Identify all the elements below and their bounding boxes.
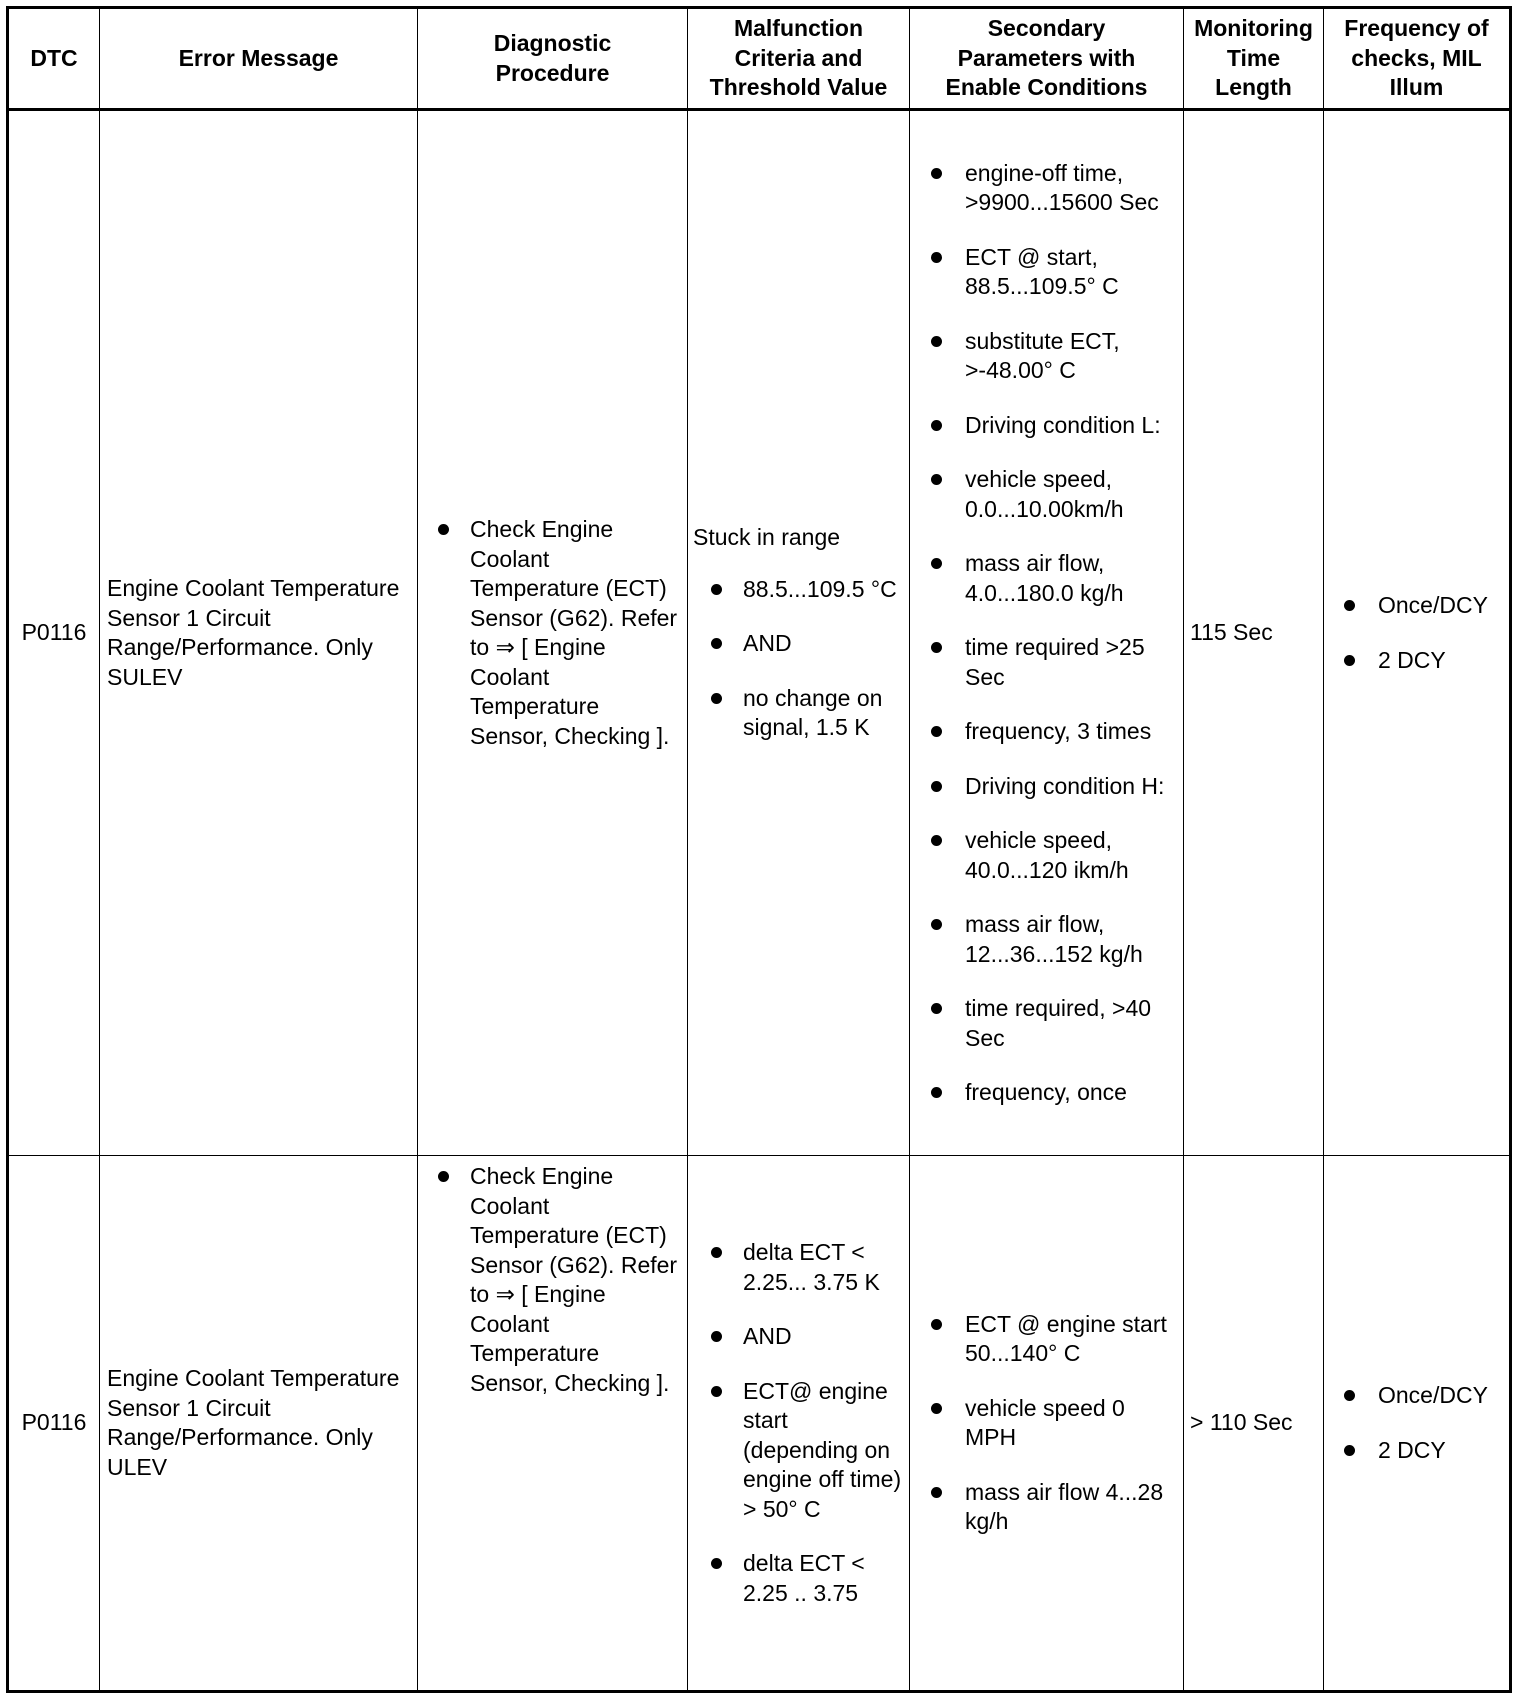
header-secondary-parameters: Secondary Parameters with Enable Conditions: [910, 8, 1184, 110]
criteria-item: delta ECT < 2.25 .. 3.75: [711, 1549, 905, 1608]
secondary-item: vehicle speed, 0.0...10.00km/h: [931, 465, 1179, 524]
monitoring-time: > 110 Sec: [1184, 1156, 1324, 1692]
criteria-item: AND: [711, 629, 905, 659]
secondary-item: frequency, once: [931, 1078, 1179, 1108]
frequency: [1324, 110, 1511, 1156]
criteria-lead: Stuck in range: [693, 524, 841, 551]
diagnostic-procedure: [418, 1156, 688, 1692]
header-malfunction-criteria: Malfunction Criteria and Threshold Value: [688, 8, 910, 110]
secondary-item: time required, >40 Sec: [931, 994, 1179, 1053]
dtc-code: P0116: [8, 1156, 100, 1692]
criteria-item: delta ECT < 2.25... 3.75 K: [711, 1238, 905, 1297]
frequency-item: 2 DCY: [1344, 646, 1509, 676]
header-dtc: DTC: [8, 8, 100, 110]
malfunction-criteria: [688, 110, 910, 1156]
criteria-item: ECT@ engine start (depending on engine off time) > 50° C: [711, 1377, 905, 1525]
secondary-item: ECT @ engine start 50...140° C: [931, 1310, 1179, 1369]
frequency-item: 2 DCY: [1344, 1436, 1509, 1466]
secondary-item: substitute ECT, >-48.00° C: [931, 327, 1179, 386]
header-error-message: Error Message: [100, 8, 418, 110]
header-frequency: Frequency of checks, MIL Illum: [1324, 8, 1511, 110]
header-row: [8, 8, 1511, 110]
frequency-item: Once/DCY: [1344, 591, 1509, 621]
frequency-item: Once/DCY: [1344, 1381, 1509, 1411]
monitoring-time: 115 Sec: [1184, 110, 1324, 1156]
criteria-item: 88.5...109.5 °C: [711, 575, 905, 605]
procedure-item: [438, 1162, 683, 1398]
criteria-item: AND: [711, 1322, 905, 1352]
procedure-item: [438, 515, 683, 751]
secondary-parameters: [910, 110, 1184, 1156]
secondary-item: Driving condition L:: [931, 411, 1179, 441]
criteria-item: no change on signal, 1.5 K: [711, 684, 905, 743]
procedure-text: Check Engine Coolant Temperature (ECT) Sensor (G62). Refer to ⇒ [ Engine Coolant Temperature Sensor, Checking ].: [470, 516, 678, 749]
diagnostic-procedure: [418, 110, 688, 1156]
error-message: Engine Coolant Temperature Sensor 1 Circuit Range/Performance. Only SULEV: [100, 110, 418, 1156]
malfunction-criteria: [688, 1156, 910, 1692]
secondary-item: engine-off time, >9900...15600 Sec: [931, 159, 1179, 218]
secondary-item: ECT @ start, 88.5...109.5° C: [931, 243, 1179, 302]
secondary-item: mass air flow 4...28 kg/h: [931, 1478, 1179, 1537]
secondary-item: vehicle speed, 40.0...120 ikm/h: [931, 826, 1179, 885]
secondary-item: mass air flow, 12...36...152 kg/h: [931, 910, 1179, 969]
header-diagnostic-procedure: Diagnostic Procedure: [418, 8, 688, 110]
procedure-text: Check Engine Coolant Temperature (ECT) Sensor (G62). Refer to ⇒ [ Engine Coolant Temperature Sensor, Checking ].: [470, 1163, 678, 1396]
error-message: Engine Coolant Temperature Sensor 1 Circuit Range/Performance. Only ULEV: [100, 1156, 418, 1692]
secondary-item: Driving condition H:: [931, 772, 1179, 802]
table-row: [8, 1156, 1511, 1692]
secondary-item: time required >25 Sec: [931, 633, 1179, 692]
secondary-parameters: [910, 1156, 1184, 1692]
secondary-item: vehicle speed 0 MPH: [931, 1394, 1179, 1453]
secondary-item: frequency, 3 times: [931, 717, 1179, 747]
table-row: [8, 110, 1511, 1156]
secondary-item: mass air flow, 4.0...180.0 kg/h: [931, 549, 1179, 608]
dtc-code: P0116: [8, 110, 100, 1156]
frequency: [1324, 1156, 1511, 1692]
header-monitoring-time: Monitoring Time Length: [1184, 8, 1324, 110]
dtc-table: [6, 6, 1512, 1693]
